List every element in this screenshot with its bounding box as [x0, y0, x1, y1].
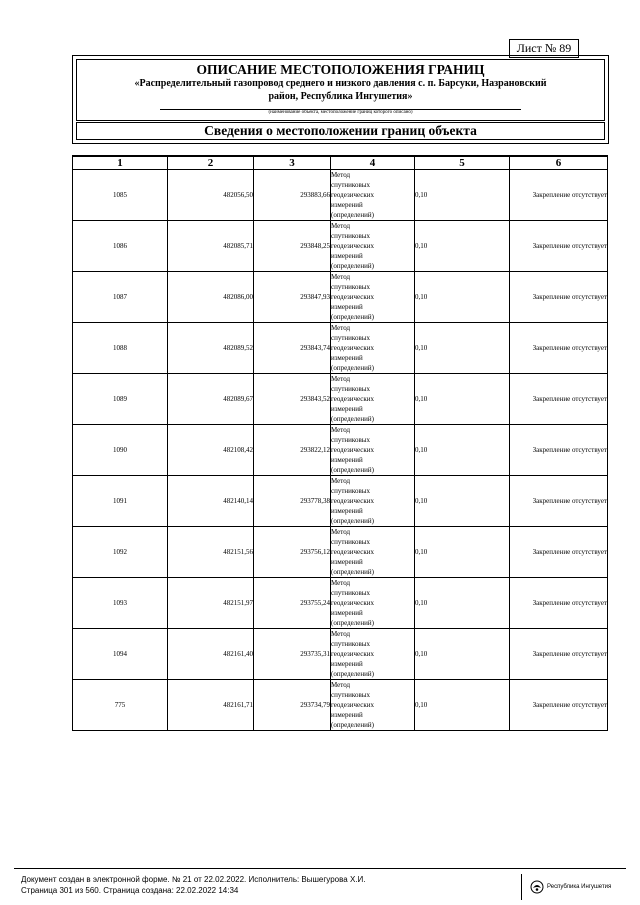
table-row [73, 221, 608, 272]
sheet-number: Лист № 89 [509, 39, 579, 58]
document-header [72, 55, 609, 144]
cell-coord-y: 293843,52 [254, 374, 331, 425]
cell-coord-y: 293847,93 [254, 272, 331, 323]
cell-fixation: Закрепление отсутствует [510, 629, 608, 680]
footer-info [21, 874, 365, 896]
table-row [73, 170, 608, 221]
cell-fixation: Закрепление отсутствует [510, 476, 608, 527]
cell-coord-x: 482056,50 [168, 170, 254, 221]
table-row [73, 578, 608, 629]
cell-point-number: 1093 [73, 578, 168, 629]
cell-accuracy: 0,10 [415, 680, 510, 731]
cell-method: Метод спутниковых геодезических измерений (определений) [331, 272, 415, 323]
emblem-icon [530, 880, 544, 894]
cell-method: Метод спутниковых геодезических измерений (определений) [331, 374, 415, 425]
cell-fixation: Закрепление отсутствует [510, 425, 608, 476]
footer-logo-text: Республика Ингушетия [547, 884, 612, 890]
cell-method: Метод спутниковых геодезических измерений (определений) [331, 527, 415, 578]
object-name-caption: (наименование объекта, местоположение границ которого описано) [268, 110, 413, 115]
cell-coord-x: 482161,71 [168, 680, 254, 731]
cell-accuracy: 0,10 [415, 425, 510, 476]
cell-coord-x: 482140,14 [168, 476, 254, 527]
cell-coord-y: 293756,12 [254, 527, 331, 578]
cell-fixation: Закрепление отсутствует [510, 170, 608, 221]
cell-accuracy: 0,10 [415, 221, 510, 272]
cell-coord-y: 293822,12 [254, 425, 331, 476]
footer-divider-line [14, 868, 626, 869]
cell-point-number: 1086 [73, 221, 168, 272]
cell-accuracy: 0,10 [415, 629, 510, 680]
cell-method: Метод спутниковых геодезических измерений (определений) [331, 323, 415, 374]
cell-coord-x: 482089,52 [168, 323, 254, 374]
table-row [73, 323, 608, 374]
table-row [73, 272, 608, 323]
cell-method: Метод спутниковых геодезических измерений (определений) [331, 476, 415, 527]
cell-fixation: Закрепление отсутствует [510, 578, 608, 629]
cell-accuracy: 0,10 [415, 527, 510, 578]
table-row [73, 425, 608, 476]
cell-point-number: 775 [73, 680, 168, 731]
cell-method: Метод спутниковых геодезических измерений (определений) [331, 170, 415, 221]
cell-method: Метод спутниковых геодезических измерений (определений) [331, 578, 415, 629]
cell-point-number: 1091 [73, 476, 168, 527]
column-header: 6 [510, 156, 608, 170]
cell-fixation: Закрепление отсутствует [510, 680, 608, 731]
cell-coord-y: 293843,74 [254, 323, 331, 374]
cell-point-number: 1094 [73, 629, 168, 680]
cell-accuracy: 0,10 [415, 323, 510, 374]
cell-accuracy: 0,10 [415, 272, 510, 323]
cell-point-number: 1088 [73, 323, 168, 374]
object-name-line-2: район, Республика Ингушетия» [268, 91, 413, 102]
cell-coord-x: 482151,56 [168, 527, 254, 578]
column-header: 4 [331, 156, 415, 170]
cell-coord-y: 293755,24 [254, 578, 331, 629]
column-header: 1 [73, 156, 168, 170]
object-name-line-1: «Распределительный газопровод среднего и низкого давления с. п. Барсуки, Назрановский [134, 78, 547, 89]
cell-point-number: 1085 [73, 170, 168, 221]
cell-accuracy: 0,10 [415, 374, 510, 425]
cell-point-number: 1092 [73, 527, 168, 578]
cell-coord-y: 293883,66 [254, 170, 331, 221]
cell-coord-x: 482089,67 [168, 374, 254, 425]
table-row [73, 476, 608, 527]
table-row [73, 629, 608, 680]
cell-fixation: Закрепление отсутствует [510, 323, 608, 374]
table-row [73, 374, 608, 425]
cell-coord-y: 293735,31 [254, 629, 331, 680]
cell-coord-y: 293848,25 [254, 221, 331, 272]
document-title: ОПИСАНИЕ МЕСТОПОЛОЖЕНИЯ ГРАНИЦ [196, 62, 485, 77]
footer-line-2: Страница 301 из 560. Страница создана: 22.02.2022 14:34 [21, 886, 239, 895]
cell-accuracy: 0,10 [415, 476, 510, 527]
cell-accuracy: 0,10 [415, 578, 510, 629]
cell-coord-x: 482085,71 [168, 221, 254, 272]
cell-coord-y: 293734,79 [254, 680, 331, 731]
cell-fixation: Закрепление отсутствует [510, 527, 608, 578]
cell-coord-y: 293778,38 [254, 476, 331, 527]
footer-separator [521, 874, 522, 900]
cell-point-number: 1089 [73, 374, 168, 425]
footer-logo [530, 880, 611, 894]
cell-accuracy: 0,10 [415, 170, 510, 221]
header-title-block [76, 59, 605, 121]
table-row [73, 527, 608, 578]
cell-coord-x: 482086,00 [168, 272, 254, 323]
column-header: 2 [168, 156, 254, 170]
coordinates-table [72, 155, 608, 731]
column-header: 5 [415, 156, 510, 170]
footer-line-1: Документ создан в электронной форме. № 21 от 22.02.2022. Исполнитель: Вышегурова Х.И. [21, 875, 366, 884]
cell-coord-x: 482161,40 [168, 629, 254, 680]
section-title: Сведения о местоположении границ объекта [76, 122, 605, 140]
cell-method: Метод спутниковых геодезических измерений (определений) [331, 629, 415, 680]
cell-point-number: 1090 [73, 425, 168, 476]
cell-method: Метод спутниковых геодезических измерений (определений) [331, 221, 415, 272]
cell-fixation: Закрепление отсутствует [510, 221, 608, 272]
table-header-row [73, 156, 608, 170]
cell-method: Метод спутниковых геодезических измерений (определений) [331, 680, 415, 731]
cell-fixation: Закрепление отсутствует [510, 272, 608, 323]
cell-fixation: Закрепление отсутствует [510, 374, 608, 425]
column-header: 3 [254, 156, 331, 170]
table-row [73, 680, 608, 731]
cell-point-number: 1087 [73, 272, 168, 323]
cell-coord-x: 482151,97 [168, 578, 254, 629]
cell-coord-x: 482108,42 [168, 425, 254, 476]
cell-method: Метод спутниковых геодезических измерений (определений) [331, 425, 415, 476]
